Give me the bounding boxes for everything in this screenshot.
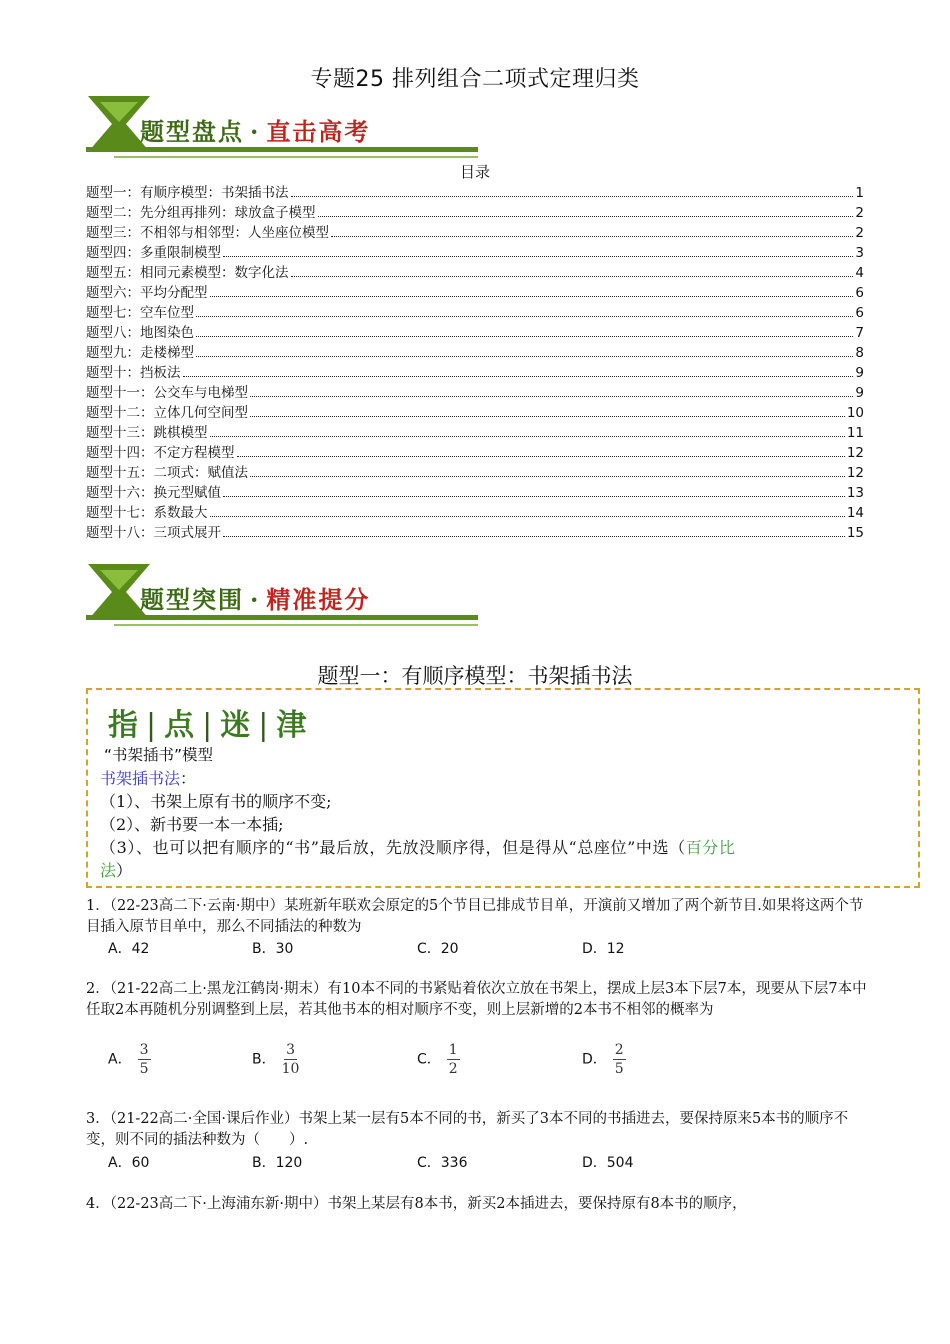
option-c	[417, 1041, 460, 1078]
toc-entry-page: 15	[846, 525, 864, 541]
toc-entry-page: 4	[855, 265, 864, 281]
toc-entry-page: 2	[855, 225, 864, 241]
toc-entry[interactable]	[86, 341, 864, 361]
option-c: C．20	[417, 941, 459, 957]
toc-entry-label: 题型十四：不定方程模型	[86, 445, 235, 461]
banner-underline	[86, 147, 478, 152]
tip-rule-3	[100, 835, 912, 858]
option-b	[252, 1041, 299, 1078]
toc-leader-dots	[237, 455, 845, 457]
toc-leader-dots	[196, 355, 853, 357]
toc-entry[interactable]	[86, 321, 864, 341]
toc-entry[interactable]	[86, 521, 864, 541]
toc-entry-page: 10	[846, 405, 864, 421]
tip-rule-3-highlight-end: 法	[100, 861, 117, 880]
toc-entry-label: 题型十七：系数最大	[86, 505, 208, 521]
toc-leader-dots	[291, 275, 854, 277]
toc-entry[interactable]	[86, 401, 864, 421]
toc-leader-dots	[210, 515, 845, 517]
toc-entry-label: 题型十一：公交车与电梯型	[86, 385, 248, 401]
toc-entry-page: 12	[846, 445, 864, 461]
toc-entry-label: 题型九：走楼梯型	[86, 345, 194, 361]
tip-rule-1: （1）、书架上原有书的顺序不变;	[100, 792, 332, 811]
toc-entry-label: 题型一：有顺序模型：书架插书法	[86, 185, 289, 201]
toc-entry[interactable]	[86, 381, 864, 401]
banner-left-text: 题型盘点	[140, 117, 244, 146]
toc-entry-page: 11	[846, 425, 864, 441]
toc-entry-page: 12	[846, 465, 864, 481]
toc-entry-page: 7	[855, 325, 864, 341]
toc-leader-dots	[223, 535, 845, 537]
tip-heading-char: 指	[108, 708, 142, 743]
fraction	[613, 1041, 626, 1078]
fraction-denominator: 2	[448, 1061, 458, 1077]
tip-method-name: 书架插书法	[100, 769, 181, 788]
toc-entry[interactable]	[86, 181, 864, 201]
fraction	[282, 1041, 300, 1078]
toc-entry-label: 题型十六：换元型赋值	[86, 485, 221, 501]
option-c: C．336	[417, 1155, 468, 1171]
option-d	[582, 1041, 626, 1078]
toc-entry-label: 题型三：不相邻与相邻型：人坐座位模型	[86, 225, 329, 241]
tip-rule-2: （2）、新书要一本一本插;	[100, 815, 284, 834]
toc-leader-dots	[223, 255, 853, 257]
tip-rule-3-close: ）	[116, 861, 133, 880]
toc-entry-label: 题型五：相同元素模型：数字化法	[86, 265, 289, 281]
toc-entry-label: 题型十：挡板法	[86, 365, 181, 381]
banner-text	[140, 580, 370, 615]
toc-entry-label: 题型四：多重限制模型	[86, 245, 221, 261]
banner-underline-light	[114, 624, 478, 626]
tip-box	[86, 688, 920, 888]
toc-leader-dots	[291, 195, 854, 197]
table-of-contents	[86, 181, 864, 541]
toc-entry-page: 1	[855, 185, 864, 201]
banner-right-text: 精准提分	[266, 585, 371, 614]
toc-leader-dots	[250, 415, 845, 417]
fraction-denominator: 5	[614, 1061, 624, 1077]
banner-breakthrough	[86, 560, 478, 626]
toc-title: 目录	[459, 163, 490, 181]
option-a	[108, 1041, 151, 1078]
option-b: B．120	[252, 1155, 303, 1171]
option-d: D．12	[582, 941, 625, 957]
toc-entry[interactable]	[86, 501, 864, 521]
tip-method	[100, 766, 196, 789]
question-2-options	[108, 1041, 808, 1083]
toc-entry[interactable]	[86, 241, 864, 261]
option-label: D．	[582, 1051, 607, 1068]
tip-heading-char: 迷	[220, 708, 255, 743]
tip-heading-char: 点	[164, 708, 199, 743]
banner-underline	[86, 615, 478, 620]
tip-model-name: “书架插书”模型	[104, 746, 214, 764]
toc-entry[interactable]	[86, 361, 864, 381]
toc-entry[interactable]	[86, 461, 864, 481]
tip-rule-3-text: （3）、也可以把有顺序的“书”最后放，先放没顺序得，但是得从“总座位”中选（	[100, 838, 686, 857]
toc-entry[interactable]	[86, 301, 864, 321]
toc-entry[interactable]	[86, 281, 864, 301]
toc-leader-dots	[250, 475, 845, 477]
toc-leader-dots	[318, 215, 854, 217]
option-label: C．	[417, 1051, 441, 1068]
toc-leader-dots	[331, 235, 853, 237]
toc-leader-dots	[250, 395, 853, 397]
question-2: 2．（21-22高二上·黑龙江鹤岗·期末）有10本不同的书紧贴着依次立放在书架上，摆成上层3本下层7本，现要从下层7本中任取2本再随机分别调整到上层，若其他书本的相对顺序不变，则上层新增的2本书不相邻的概率为	[86, 981, 867, 1018]
toc-entry-page: 8	[855, 345, 864, 361]
toc-leader-dots	[210, 295, 854, 297]
toc-leader-dots	[210, 435, 845, 437]
toc-entry[interactable]	[86, 221, 864, 241]
tip-rule-3-cont	[100, 858, 132, 881]
option-b: B．30	[252, 941, 294, 957]
toc-entry-page: 9	[855, 365, 864, 381]
fraction-numerator: 2	[614, 1042, 624, 1058]
option-label: B．	[252, 1051, 276, 1068]
toc-entry[interactable]	[86, 481, 864, 501]
banner-dot: ·	[250, 585, 261, 614]
option-a: A．42	[108, 941, 150, 957]
toc-entry-page: 3	[855, 245, 864, 261]
tip-heading-separator: |	[146, 708, 161, 743]
banner-right-text: 直击高考	[266, 117, 371, 146]
toc-entry-label: 题型二：先分组再排列：球放盒子模型	[86, 205, 316, 221]
toc-entry[interactable]	[86, 421, 864, 441]
tip-heading-separator: |	[258, 708, 273, 743]
option-a: A．60	[108, 1155, 150, 1171]
toc-entry-label: 题型十八：三项式展开	[86, 525, 221, 541]
option-label: A．	[108, 1051, 132, 1068]
question-4: 4．（22-23高二下·上海浦东新·期中）书架上某层有8本书，新买2本插进去，要保持原有8本书的顺序，	[86, 1196, 747, 1212]
tip-heading-separator: |	[202, 708, 217, 743]
question-1: 1．（22-23高二下·云南·期中）某班新年联欢会原定的5个节目已排成节目单，开演前又增加了两个新节目.如果将这两个节目插入原节目单中，那么不同插法的种数为	[86, 898, 864, 935]
tip-method-colon: ：	[180, 769, 197, 788]
banner-text	[140, 112, 370, 147]
section-title: 题型一：有顺序模型：书架插书法	[317, 664, 633, 688]
toc-entry[interactable]	[86, 201, 864, 221]
tip-rule-3-highlight: 百分比	[685, 838, 736, 857]
toc-entry-page: 9	[855, 385, 864, 401]
toc-entry-page: 13	[846, 485, 864, 501]
toc-leader-dots	[196, 335, 853, 337]
option-d: D．504	[582, 1155, 634, 1171]
toc-entry-label: 题型十三：跳棋模型	[86, 425, 208, 441]
fraction-numerator: 3	[286, 1042, 295, 1058]
toc-entry-page: 14	[846, 505, 864, 521]
banner-dot: ·	[250, 117, 261, 146]
toc-leader-dots	[223, 495, 845, 497]
fraction-denominator: 10	[281, 1061, 300, 1077]
fraction-numerator: 3	[139, 1042, 149, 1058]
toc-entry-page: 2	[855, 205, 864, 221]
toc-entry-page: 6	[855, 285, 864, 301]
fraction	[447, 1041, 460, 1078]
fraction-denominator: 5	[139, 1061, 149, 1077]
banner-underline-light	[114, 156, 478, 158]
page-title: 专题25 排列组合二项式定理归类	[310, 67, 640, 92]
toc-entry-label: 题型八：地图染色	[86, 325, 194, 341]
toc-entry-label: 题型七：空车位型	[86, 305, 194, 321]
toc-entry-label: 题型六：平均分配型	[86, 285, 208, 301]
toc-leader-dots	[196, 315, 853, 317]
toc-entry-label: 题型十二：立体几何空间型	[86, 405, 248, 421]
toc-entry[interactable]	[86, 441, 864, 461]
tip-heading-char: 津	[276, 708, 311, 743]
toc-leader-dots	[183, 375, 854, 377]
question-3: 3．（21-22高二·全国·课后作业）书架上某一层有5本不同的书，新买了3本不同的书插进去，要保持原来5本书的顺序不变，则不同的插法种数为（ ）.	[86, 1111, 849, 1148]
toc-entry[interactable]	[86, 261, 864, 281]
toc-entry-label: 题型十五：二项式：赋值法	[86, 465, 248, 481]
toc-entry-page: 6	[855, 305, 864, 321]
banner-left-text: 题型突围	[140, 585, 244, 614]
tip-heading	[108, 700, 310, 744]
banner-overview	[86, 92, 478, 158]
fraction	[138, 1041, 151, 1078]
fraction-numerator: 1	[448, 1042, 458, 1058]
